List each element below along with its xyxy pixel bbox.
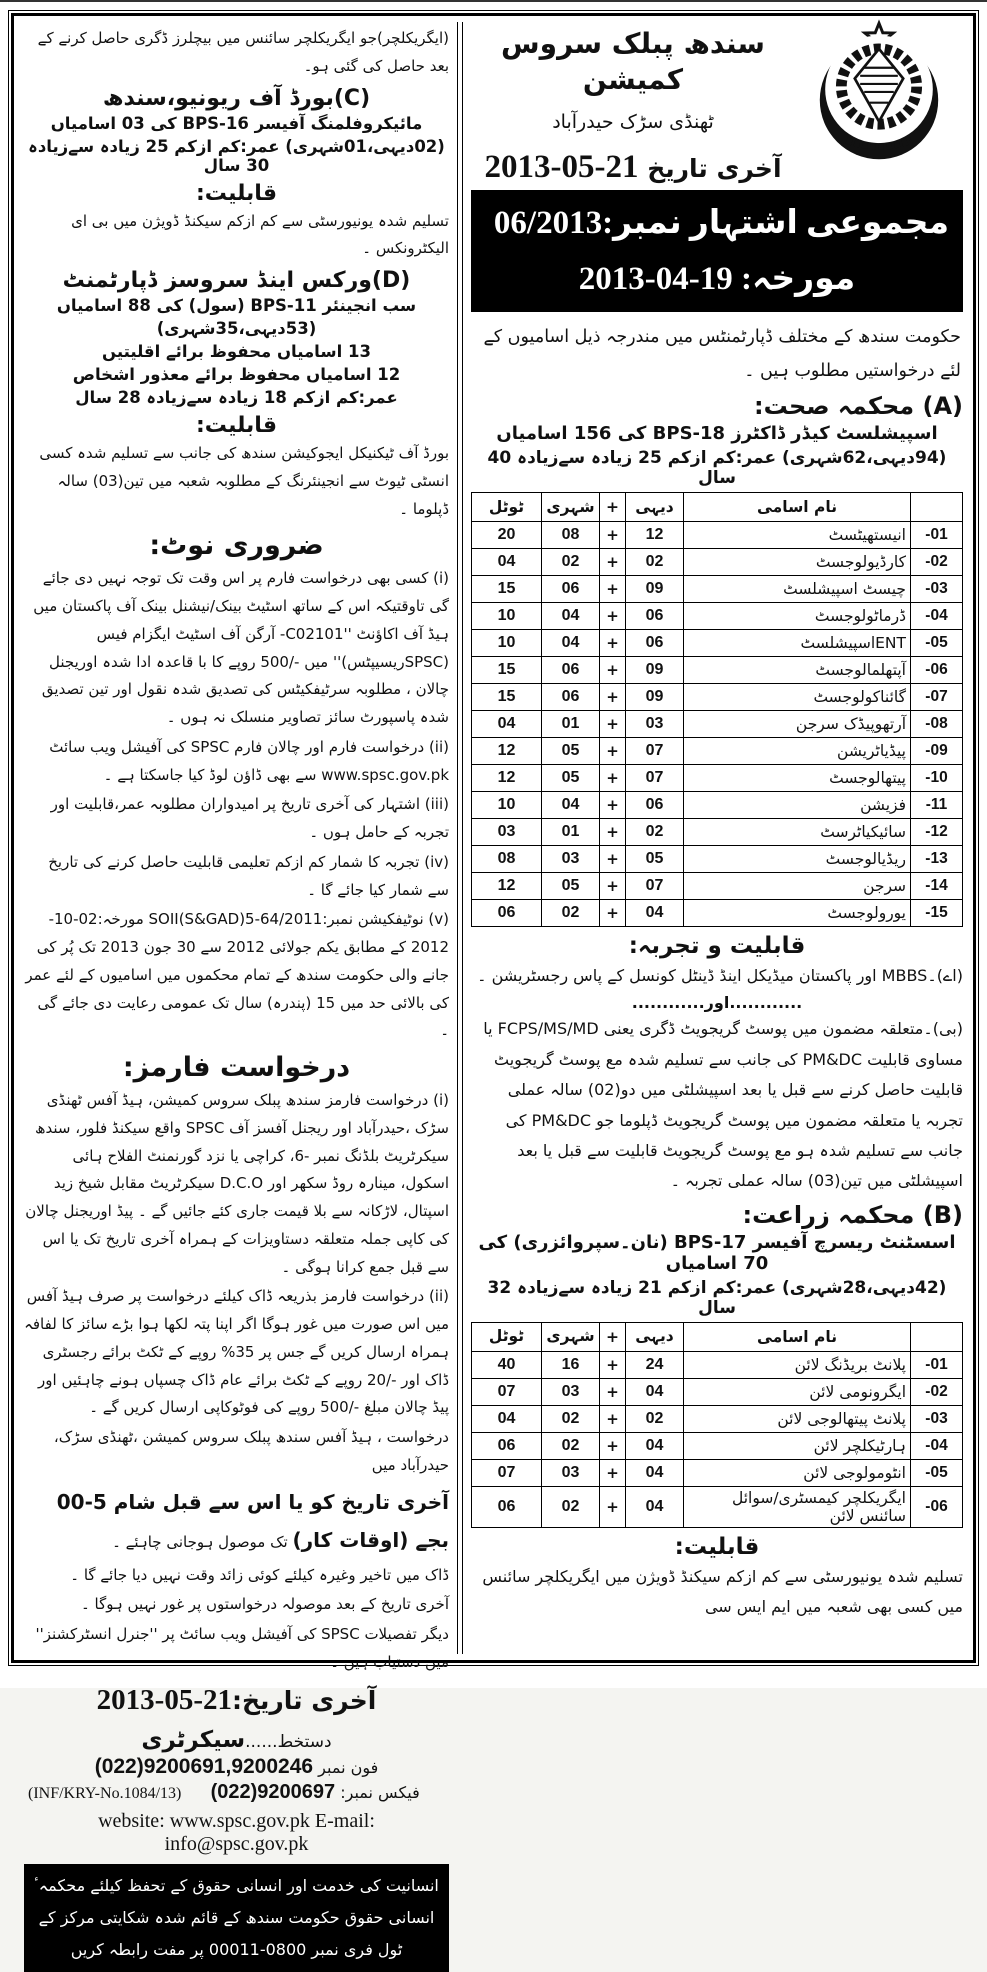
table-header-row [472, 493, 963, 522]
cell-total: 15 [472, 684, 542, 711]
general-instructions-note: دیگر تفصیلات SPSC کی آفیشل ویب سائٹ پر ''جنرل انسٹرکشنز'' میں دستیاب ہیں ۔ [35, 1625, 449, 1671]
advert-number-box [471, 190, 963, 312]
cell-post-name: ریڈیالوجسٹ [684, 846, 911, 873]
cell-plus: + [600, 657, 626, 684]
section-b-age-line: (42دیہی،28شہری) عمر:کم ازکم 21 زیادہ سےزیادہ 32 سال [487, 1277, 947, 1318]
table-row [472, 873, 963, 900]
cell-urban: 02 [542, 1486, 600, 1527]
cell-rural: 09 [626, 576, 684, 603]
section-a-heading: (A) محکمہ صحت: [754, 392, 963, 421]
cell-rural: 07 [626, 765, 684, 792]
phone-number: (022)9200691,9200246 [94, 1754, 314, 1778]
cell-post-name: یورولوجسٹ [684, 900, 911, 927]
qualification-b-text: تسلیم شدہ یونیورسٹی سے کم ازکم سیکنڈ ڈویژن میں ایگریکلچر سائنس میں کسی بھی شعبہ میں ایم ایس سی [482, 1566, 963, 1617]
cell-serial: -03 [911, 1405, 963, 1432]
cell-rural: 04 [626, 1459, 684, 1486]
website-email-line: website: www.spsc.gov.pk E-mail: info@spsc.gov.pk [98, 1809, 375, 1855]
note-item-5: (v) نوٹیفکیشن نمبر:SOII(S&GAD)5-64/2011 مورخہ:02-10-2012 کے مطابق یکم جولائی 2012 سے 30 جون 2013 تک پُر کی جانے والی حکومت سندھ کے تمام محکموں میں اسامیوں کے لئے عمر کی بالائی حد میں 15 (پندرہ) سال تک عمومی رعایت دی جائے گی ۔ [25, 910, 449, 1040]
header-total: ٹوٹل [472, 1322, 542, 1351]
table-header-row [472, 1322, 963, 1351]
cell-plus: + [600, 873, 626, 900]
note-item-2: (ii) درخواست فارم اور چالان فارم SPSC کی آفیشل ویب سائٹ www.spsc.gov.pk سے بھی ڈاؤن لوڈ کیا جاسکتا ہے ۔ [49, 737, 449, 784]
cell-serial: -07 [911, 684, 963, 711]
cell-serial: -09 [911, 738, 963, 765]
section-c-post-line: مائیکروفلمنگ آفیسر BPS-16 کی 03 اسامیاں [50, 113, 423, 133]
section-c-heading: (C)بورڈ آف ریونیو،سندھ [102, 85, 371, 111]
fax-line [181, 1781, 449, 1804]
cell-post-name: انیستھیٹسٹ [684, 522, 911, 549]
cell-post-name: پلانٹ پیتھالوجی لائن [684, 1405, 911, 1432]
organization-name: سندھ پبلک سروس کمیشن [501, 27, 765, 97]
cell-urban: 02 [542, 549, 600, 576]
cell-urban: 02 [542, 900, 600, 927]
cell-serial: -05 [911, 630, 963, 657]
cell-plus: + [600, 603, 626, 630]
cell-serial: -06 [911, 657, 963, 684]
human-rights-footer-banner: انسانیت کی خدمت اور انسانی حقوق کے تحفظ کیلئے محکمہٴ انسانی حقوق حکومت سندھ کے قائم شدہ شکایتی مرکز کے ٹول فری نمبر 0800-00011 پر مفت رابطہ کریں [24, 1864, 449, 1972]
cell-rural: 12 [626, 522, 684, 549]
cell-plus: + [600, 765, 626, 792]
cell-serial: -13 [911, 846, 963, 873]
cell-total: 12 [472, 738, 542, 765]
section-d-post-line: سب انجینئر BPS-11 (سول) کی 88 اسامیاں [56, 296, 417, 315]
final-last-date-label: آخری تاریخ: [232, 1685, 377, 1715]
late-applications-note: آخری تاریخ کے بعد موصولہ درخواستوں پر غور نہیں ہوگا ۔ [80, 1595, 449, 1614]
intro-paragraph: حکومت سندھ کے مختلف ڈپارٹمنٹس میں مندرجہ ذیل اسامیوں کے لئے درخواستیں مطلوب ہیں ۔ [483, 326, 961, 381]
masthead-titles [471, 22, 795, 186]
cell-urban: 03 [542, 1459, 600, 1486]
cell-rural: 02 [626, 819, 684, 846]
table-row [472, 684, 963, 711]
phone-line [24, 1755, 449, 1779]
cell-plus: + [600, 792, 626, 819]
cell-rural: 24 [626, 1351, 684, 1378]
section-d-qualification-text: بورڈ آف ٹیکنیکل ایجوکیشن سندھ کی جانب سے تسلیم شدہ کسی انسٹی ٹیوٹ سے انجینئرنگ کے مطلوبہ شعبہ میں تین(03) سالہ ڈپلوما ۔ [39, 444, 449, 518]
cell-serial: -04 [911, 1432, 963, 1459]
cell-urban: 08 [542, 522, 600, 549]
cell-urban: 05 [542, 738, 600, 765]
table-row [472, 846, 963, 873]
cell-rural: 04 [626, 1486, 684, 1527]
cell-urban: 01 [542, 819, 600, 846]
fax-row [24, 1781, 449, 1804]
cell-total: 15 [472, 657, 542, 684]
table-row [472, 1351, 963, 1378]
cell-total: 03 [472, 819, 542, 846]
note-item-3: (iii) اشتہار کی آخری تاریخ پر امیدواران مطلوبہ عمر،قابلیت اور تجربہ کے حامل ہوں ۔ [50, 795, 449, 841]
phone-label: فون نمبر [318, 1757, 379, 1777]
cell-plus: + [600, 576, 626, 603]
submission-deadline-line [24, 1483, 449, 1559]
cell-plus: + [600, 900, 626, 927]
cell-serial: -04 [911, 603, 963, 630]
table-row [472, 630, 963, 657]
cell-total: 10 [472, 630, 542, 657]
cell-serial: -14 [911, 873, 963, 900]
final-last-date-value: 21-05-2013 [96, 1683, 232, 1716]
cell-rural: 09 [626, 657, 684, 684]
signature-line [24, 1727, 449, 1753]
cell-rural: 06 [626, 603, 684, 630]
cell-serial: -02 [911, 1378, 963, 1405]
cell-plus: + [600, 1486, 626, 1527]
cell-plus: + [600, 1459, 626, 1486]
cell-plus: + [600, 684, 626, 711]
cell-rural: 02 [626, 1405, 684, 1432]
table-row [472, 900, 963, 927]
table-row [472, 657, 963, 684]
inf-reference-number: (INF/KRY-No.1084/13) [28, 1784, 182, 1802]
column-divider [457, 22, 463, 1654]
cell-serial: -08 [911, 711, 963, 738]
cell-post-name: پیڈیاٹریشن [684, 738, 911, 765]
section-d-age-line: عمر:کم ازکم 18 زیادہ سےزیادہ 28 سال [75, 388, 398, 407]
cell-serial: -10 [911, 765, 963, 792]
header-serial [911, 1322, 963, 1351]
cell-serial: -02 [911, 549, 963, 576]
cell-urban: 04 [542, 792, 600, 819]
table-row [472, 819, 963, 846]
deadline-bold-segment: آخری تاریخ کو یا اس سے قبل شام 5-00 بجے (اوقات کار) [56, 1489, 449, 1552]
table-row [472, 522, 963, 549]
header-rural: دیہی [626, 493, 684, 522]
cell-post-name: ایگرونومی لائن [684, 1378, 911, 1405]
cell-urban: 04 [542, 630, 600, 657]
cell-total: 07 [472, 1378, 542, 1405]
header-rural: دیہی [626, 1322, 684, 1351]
continuation-line: (ایگریکلچر)جو ایگریکلچر سائنس میں بیچلرز ڈگری حاصل کرنے کے بعد حاصل کی گئی ہو۔ [37, 29, 449, 75]
cell-total: 12 [472, 765, 542, 792]
cell-post-name: پیتھالوجسٹ [684, 765, 911, 792]
cell-total: 12 [472, 873, 542, 900]
cell-serial: -05 [911, 1459, 963, 1486]
cell-post-name: پلانٹ بریڈنگ لائن [684, 1351, 911, 1378]
cell-urban: 03 [542, 846, 600, 873]
cell-plus: + [600, 522, 626, 549]
header-plus: + [600, 1322, 626, 1351]
note-item-4: (iv) تجربہ کا شمار کم ازکم تعلیمی قابلیت حاصل کرنے کی تاریخ سے شمار کیا جائے گا ۔ [48, 852, 449, 899]
section-d-heading: (D)ورکس اینڈ سروسز ڈپارٹمنٹ [62, 268, 411, 293]
deadline-rest-segment: تک موصول ہوجانی چاہئے ۔ [112, 1532, 288, 1551]
cell-rural: 07 [626, 738, 684, 765]
advert-number-line: مجموعی اشتہار نمبر:06/2013 [493, 204, 949, 241]
section-a-subtitle: اسپیشلسٹ کیڈر ڈاکٹرز BPS-18 کی 156 اسامیاں [496, 423, 938, 445]
cell-total: 10 [472, 792, 542, 819]
cell-serial: -15 [911, 900, 963, 927]
cell-total: 04 [472, 1405, 542, 1432]
table-row [472, 549, 963, 576]
section-c-age-line: (02دیہی،01شہری) عمر:کم ازکم 25 زیادہ سےزیادہ 30 سال [28, 136, 445, 175]
main-column [467, 22, 965, 1654]
cell-post-name: سرجن [684, 873, 911, 900]
cell-serial: -01 [911, 522, 963, 549]
table-row [472, 738, 963, 765]
note-item-1: (i) کسی بھی درخواست فارم پر اس وقت تک توجہ نہیں دی جائے گی تاوقتیکہ اس کے ساتھ اسٹیٹ بینک/نیشنل بینک آف پاکستان میں ہیڈ آف اکاؤنٹ ''C02101- آرگن آف اسٹیٹ ایگزام فیس (SPSCریسیپٹس)'' میں -/500 روپے کا با قاعدہ ادا شدہ اوریجنل چالان ، مطلوبہ سرٹیفکیٹس کی تصدیق شدہ نقول اور تین تصدیق شدہ پاسپورٹ سائز تصاویر منسلک نہ ہوں ۔ [33, 569, 449, 726]
cell-plus: + [600, 846, 626, 873]
cell-post-name: کارڈیولوجسٹ [684, 549, 911, 576]
post-delay-note: ڈاک میں تاخیر وغیرہ کیلئے کوئی زائد وقت نہیں دیا جائے گا ۔ [70, 1565, 449, 1584]
cell-urban: 06 [542, 684, 600, 711]
table-row [472, 765, 963, 792]
cell-total: 06 [472, 1486, 542, 1527]
cell-total: 10 [472, 603, 542, 630]
cell-serial: -06 [911, 1486, 963, 1527]
cell-total: 15 [472, 576, 542, 603]
cell-rural: 04 [626, 1432, 684, 1459]
cell-rural: 09 [626, 684, 684, 711]
agriculture-posts-table [471, 1322, 963, 1528]
cell-post-name: فزیشن [684, 792, 911, 819]
cell-rural: 05 [626, 846, 684, 873]
cell-urban: 04 [542, 603, 600, 630]
header-urban: شہری [542, 1322, 600, 1351]
top-rule [0, 0, 987, 2]
cell-rural: 06 [626, 792, 684, 819]
emblem-crescent-star-icon [795, 22, 963, 170]
qualification-experience-heading: قابلیت و تجربہ: [628, 933, 806, 960]
signatory-title: سیکرٹری [141, 1726, 246, 1753]
header-post-name: نام اسامی [684, 493, 911, 522]
cell-rural: 04 [626, 900, 684, 927]
cell-post-name: گائناکولوجسٹ [684, 684, 911, 711]
section-d-minorities-line: 13 اسامیاں محفوظ برائے اقلیتیں [102, 342, 371, 361]
cell-total: 04 [472, 549, 542, 576]
cell-plus: + [600, 630, 626, 657]
section-b-heading: (B) محکمہ زراعت: [742, 1200, 963, 1229]
qualification-b-heading: قابلیت: [674, 1533, 760, 1560]
section-a-age-line: (94دیہی،62شہری) عمر:کم ازکم 25 زیادہ سےزیادہ 40 سال [487, 448, 947, 489]
cell-post-name: ڈرماٹولوجسٹ [684, 603, 911, 630]
advert-inner-frame [11, 13, 976, 1959]
cell-urban: 03 [542, 1378, 600, 1405]
cell-serial: -01 [911, 1351, 963, 1378]
application-forms-heading: درخواست فارمز: [122, 1052, 351, 1083]
important-note-heading: ضروری نوٹ: [149, 530, 324, 562]
section-d-qualification-heading: قابلیت: [196, 413, 277, 438]
section-c-qualification-text: تسلیم شدہ یونیورسٹی سے کم ازکم سیکنڈ ڈویژن میں بی ای الیکٹرونکس ۔ [71, 211, 449, 258]
cell-total: 20 [472, 522, 542, 549]
table-row [472, 1459, 963, 1486]
header-post-name: نام اسامی [684, 1322, 911, 1351]
cell-post-name: آپتھلمالوجسٹ [684, 657, 911, 684]
forms-item-2: (ii) درخواست فارمز بذریعہ ڈاک کیلئے درخواست پر صرف ہیڈ آفس میں اس صورت میں غور ہوگا اگر اپنا پتہ لکھا ہوا بڑے سائز کا لفافہ ہمراہ ارسال کریں گے جس پر 35% روپے کے ٹکٹ برائے رجسٹری ڈاک اور -/20 روپے کے ٹکٹ برائے عام ڈاک چسپاں ہونے چاہئیں اور پیڈ چالان مبلغ -/500 روپے کی فوٹوکاپی ارسال کریں گے ۔ [24, 1287, 449, 1417]
cell-urban: 01 [542, 711, 600, 738]
cell-urban: 06 [542, 576, 600, 603]
cell-urban: 02 [542, 1432, 600, 1459]
cell-rural: 02 [626, 549, 684, 576]
cell-post-name: چیسٹ اسپیشلسٹ [684, 576, 911, 603]
cell-serial: -11 [911, 792, 963, 819]
final-last-date-line [24, 1684, 449, 1717]
table-row [472, 792, 963, 819]
cell-total: 08 [472, 846, 542, 873]
signature-prefix: دستخط...... [245, 1731, 332, 1752]
cell-total: 06 [472, 1432, 542, 1459]
cell-total: 06 [472, 900, 542, 927]
last-date-label: آخری تاریخ [647, 153, 782, 183]
table-row [472, 603, 963, 630]
submission-address-line: درخواست ، ہیڈ آفس سندھ پبلک سروس کمیشن ،ٹھنڈی سڑک، حیدرآباد میں [53, 1428, 449, 1474]
qualification-item-a: (اے)۔MBBS اور پاکستان میڈیکل اینڈ ڈینٹل کونسل کے پاس رجسٹریشن ۔ [477, 966, 963, 986]
section-c-qualification-heading: قابلیت: [196, 180, 277, 206]
cell-plus: + [600, 1378, 626, 1405]
last-date-value: 21-05-2013 [484, 148, 639, 185]
cell-post-name: آرتھوپیڈک سرجن [684, 711, 911, 738]
cell-post-name: ENTاسپیشلسٹ [684, 630, 911, 657]
cell-rural: 06 [626, 630, 684, 657]
table-row [472, 1432, 963, 1459]
and-separator: ............اور............ [631, 993, 803, 1013]
cell-total: 07 [472, 1459, 542, 1486]
sindh-government-emblem-logo [795, 22, 963, 170]
cell-plus: + [600, 1432, 626, 1459]
masthead [471, 22, 963, 186]
cell-urban: 02 [542, 1405, 600, 1432]
cell-total: 04 [472, 711, 542, 738]
cell-post-name: ہارٹیکلچر لائن [684, 1432, 911, 1459]
fax-label: فیکس نمبر: [340, 1782, 420, 1802]
cell-urban: 05 [542, 765, 600, 792]
cell-urban: 05 [542, 873, 600, 900]
cell-post-name: ایگریکلچر کیمسٹری/سوائل سائنس لائن [684, 1486, 911, 1527]
section-d-disabled-line: 12 اسامیاں محفوظ برائے معذور اشخاص [72, 365, 401, 384]
cell-plus: + [600, 1405, 626, 1432]
fax-number: (022)9200697 [210, 1780, 336, 1803]
table-row [472, 576, 963, 603]
cell-post-name: سائیکیاٹرسٹ [684, 819, 911, 846]
cell-post-name: انٹومولوجی لائن [684, 1459, 911, 1486]
last-date-line [471, 149, 795, 186]
health-posts-table [471, 492, 963, 927]
cell-rural: 07 [626, 873, 684, 900]
cell-plus: + [600, 711, 626, 738]
cell-plus: + [600, 549, 626, 576]
cell-urban: 06 [542, 657, 600, 684]
header-urban: شہری [542, 493, 600, 522]
cell-serial: -03 [911, 576, 963, 603]
forms-item-1: (i) درخواست فارمز سندھ پبلک سروس کمیشن، ہیڈ آفس ٹھنڈی سڑک ،حیدرآباد اور ریجنل آفسز آف SPSC واقع سیکنڈ فلور، سندھ سیکرٹریٹ بلڈنگ نمبر -6، کراچی یا نزد گورنمنٹ الفلاح ہائی اسکول، مینارہ روڈ سکھر اور D.C.O سیکرٹریٹ مقابل شیخ زید اسپتال، لاڑکانہ سے بلا قیمت جاری کئے جائیں گے ۔ پیڈ اوریجنل چالان کی کاپی جملہ متعلقہ دستاویزات کے ہمراہ آخری تاریخ تک یا اس سے قبل جمع کرانا ہوگی ۔ [25, 1091, 449, 1276]
section-b-subtitle: اسسٹنٹ ریسرچ آفیسر BPS-17 (نان۔سپروائزری) کی 70 اسامیاں [478, 1231, 956, 1274]
cell-serial: -12 [911, 819, 963, 846]
advert-date-line: مورخہ: 19-04-2013 [578, 260, 856, 297]
cell-plus: + [600, 738, 626, 765]
cell-rural: 03 [626, 711, 684, 738]
secondary-column [22, 22, 453, 1959]
section-d-split-line: (53دیہی،35شہری) [156, 319, 317, 338]
table-row [472, 711, 963, 738]
cell-total: 40 [472, 1351, 542, 1378]
table-row [472, 1486, 963, 1527]
organization-address: ٹھنڈی سڑک حیدرآباد [552, 110, 714, 133]
table-row [472, 1378, 963, 1405]
cell-urban: 16 [542, 1351, 600, 1378]
advert-outer-frame [8, 10, 979, 1959]
cell-rural: 04 [626, 1378, 684, 1405]
header-plus: + [600, 493, 626, 522]
cell-plus: + [600, 819, 626, 846]
cell-plus: + [600, 1351, 626, 1378]
qualification-item-b: (بی)۔متعلقہ مضمون میں پوسٹ گریجویٹ ڈگری یعنی FCPS/MS/MD یا مساوی قابلیت PM&DC کی جانب سے تسلیم شدہ مع پوسٹ گریجویٹ قابلیت حاصل کرنے سے قبل یا بعد اسپیشلٹی میں دو(02) سالہ عملی تجربہ یا متعلقہ مضمون میں پوسٹ گریجویٹ ڈپلوما جو PM&DC کی جانب سے تسلیم شدہ ہو مع پوسٹ گریجویٹ قابلیت سے قبل یا بعد اسپیشلٹی میں تین(03) سالہ عملی تجربہ ۔ [483, 1019, 963, 1191]
table-row [472, 1405, 963, 1432]
header-serial [911, 493, 963, 522]
header-total: ٹوٹل [472, 493, 542, 522]
